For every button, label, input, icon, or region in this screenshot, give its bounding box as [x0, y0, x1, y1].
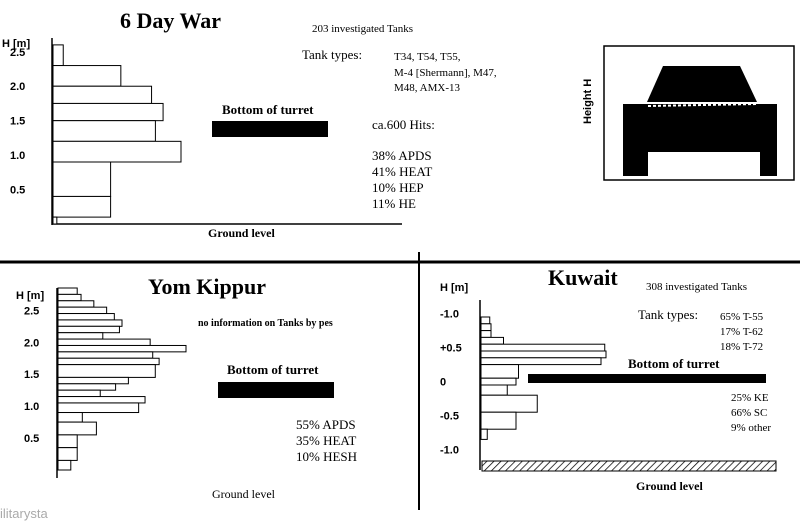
histogram-bar	[481, 429, 487, 439]
histogram-bar	[58, 377, 128, 383]
six-day-ground-label: Ground level	[208, 226, 275, 240]
histogram-bar	[481, 385, 507, 395]
histogram-bar	[58, 403, 139, 413]
ytick-label: 1.0	[10, 150, 26, 163]
ytick-label: 0	[440, 376, 447, 389]
yom-kippur-ground-label: Ground level	[212, 487, 275, 501]
histogram-bar	[58, 288, 77, 294]
six-day-hits: ca.600 Hits:	[372, 117, 435, 132]
ytick-label: 0.5	[10, 184, 26, 197]
six-day-tank-types-label: Tank types:	[302, 47, 363, 62]
histogram-bar	[58, 339, 150, 345]
six-day-turret-label: Bottom of turret	[222, 102, 314, 117]
yom-kippur-ammo-2: 35% HEAT	[296, 433, 357, 448]
yom-kippur-histogram	[58, 288, 186, 470]
kuwait-investigated: 308 investigated Tanks	[646, 281, 748, 293]
histogram-bar	[53, 217, 57, 224]
watermark: ilitarysta	[0, 506, 48, 521]
six-day-ammo-2: 41% HEAT	[372, 164, 433, 179]
histogram-bar	[58, 326, 119, 332]
histogram-bar	[58, 314, 114, 320]
histogram-bar	[53, 45, 63, 66]
histogram-bar	[481, 344, 605, 351]
kuwait-yticks	[440, 309, 462, 457]
histogram-bar	[481, 331, 491, 338]
histogram-bar	[58, 365, 155, 378]
kuwait-ground-label: Ground level	[636, 479, 703, 493]
yom-kippur-yticks	[24, 305, 39, 445]
histogram-bar	[58, 422, 96, 435]
ytick-label: -0.5	[440, 410, 459, 423]
kuwait-ammo-2: 66% SC	[731, 407, 768, 419]
kuwait-ammo-1: 25% KE	[731, 392, 769, 404]
histogram-bar	[481, 317, 490, 324]
ytick-label: 2.5	[10, 46, 26, 59]
histogram-bar	[58, 460, 71, 470]
ytick-label: -1.0	[440, 444, 459, 457]
histogram-bar	[481, 337, 504, 344]
ytick-label: 2.5	[24, 305, 40, 318]
kuwait-ammo-3: 9% other	[731, 422, 772, 434]
histogram-bar	[58, 384, 116, 390]
histogram-bar	[58, 358, 159, 364]
kuwait-tank-type-2: 17% T-62	[720, 326, 764, 338]
six-day-investigated: 203 investigated Tanks	[312, 23, 414, 35]
ytick-label: -1.0	[440, 308, 459, 321]
six-day-yticks	[10, 47, 25, 197]
yom-kippur-turret-label: Bottom of turret	[227, 362, 319, 377]
histogram-bar	[58, 301, 94, 307]
kuwait-tank-type-1: 65% T-55	[720, 311, 764, 323]
six-day-histogram	[53, 45, 181, 224]
kuwait-turret-bar	[528, 374, 766, 383]
histogram-bar	[481, 412, 516, 429]
kuwait-title: Kuwait	[548, 265, 618, 290]
ytick-label: 2.0	[10, 81, 26, 94]
histogram-bar	[58, 320, 122, 326]
histogram-bar	[58, 435, 77, 448]
histogram-bar	[481, 378, 516, 385]
histogram-bar	[53, 141, 181, 162]
histogram-bar	[53, 162, 111, 196]
ytick-label: 1.0	[24, 401, 40, 414]
histogram-bar	[53, 103, 163, 120]
tank-schematic	[604, 46, 794, 180]
histogram-bar	[58, 352, 153, 358]
histogram-bar	[53, 66, 121, 87]
histogram-bar	[58, 345, 186, 351]
histogram-bar	[58, 333, 103, 339]
ytick-label: 0.5	[24, 433, 40, 446]
yom-kippur-ylabel: H [m]	[16, 290, 45, 302]
kuwait-ylabel: H [m]	[440, 282, 469, 294]
six-day-title: 6 Day War	[120, 8, 222, 33]
yom-kippur-note: no information on Tanks by pes	[198, 318, 333, 329]
kuwait-turret-label: Bottom of turret	[628, 356, 720, 371]
six-day-tank-type-3: M48, AMX-13	[394, 82, 461, 94]
histogram-bar	[58, 307, 107, 313]
six-day-ammo-4: 11% HE	[372, 196, 416, 211]
histogram-bar	[481, 358, 601, 365]
histogram-bar	[481, 351, 606, 358]
histogram-bar	[58, 397, 145, 403]
histogram-bar	[58, 413, 82, 423]
histogram-bar	[58, 294, 81, 300]
ytick-label: 2.0	[24, 337, 40, 350]
histogram-bar	[481, 324, 491, 331]
histogram-bar	[58, 448, 77, 461]
yom-kippur-title: Yom Kippur	[148, 274, 266, 299]
ytick-label: +0.5	[440, 342, 462, 355]
histogram-bar	[481, 395, 537, 412]
histogram-bar	[53, 121, 155, 142]
histogram-bar	[53, 86, 152, 103]
histogram-bar	[58, 390, 100, 396]
ytick-label: 1.5	[24, 369, 40, 382]
histogram-bar	[481, 365, 519, 379]
six-day-ylabel: H [m]	[2, 38, 31, 50]
kuwait-tank-type-3: 18% T-72	[720, 341, 764, 353]
six-day-tank-type-2: M-4 [Shermann], M47,	[394, 67, 497, 79]
yom-kippur-ammo-3: 10% HESH	[296, 449, 358, 464]
yom-kippur-ammo-1: 55% APDS	[296, 417, 356, 432]
six-day-ammo-3: 10% HEP	[372, 180, 424, 195]
kuwait-ground-hatch	[482, 461, 776, 471]
histogram-bar	[53, 196, 111, 217]
ytick-label: 1.5	[10, 115, 26, 128]
six-day-tank-type-1: T34, T54, T55,	[394, 51, 461, 63]
yom-kippur-turret-bar	[218, 382, 334, 398]
kuwait-tank-types-label: Tank types:	[638, 307, 699, 322]
six-day-ammo-1: 38% APDS	[372, 148, 432, 163]
six-day-turret-bar	[212, 121, 328, 137]
height-h-label: Height H	[582, 78, 594, 124]
